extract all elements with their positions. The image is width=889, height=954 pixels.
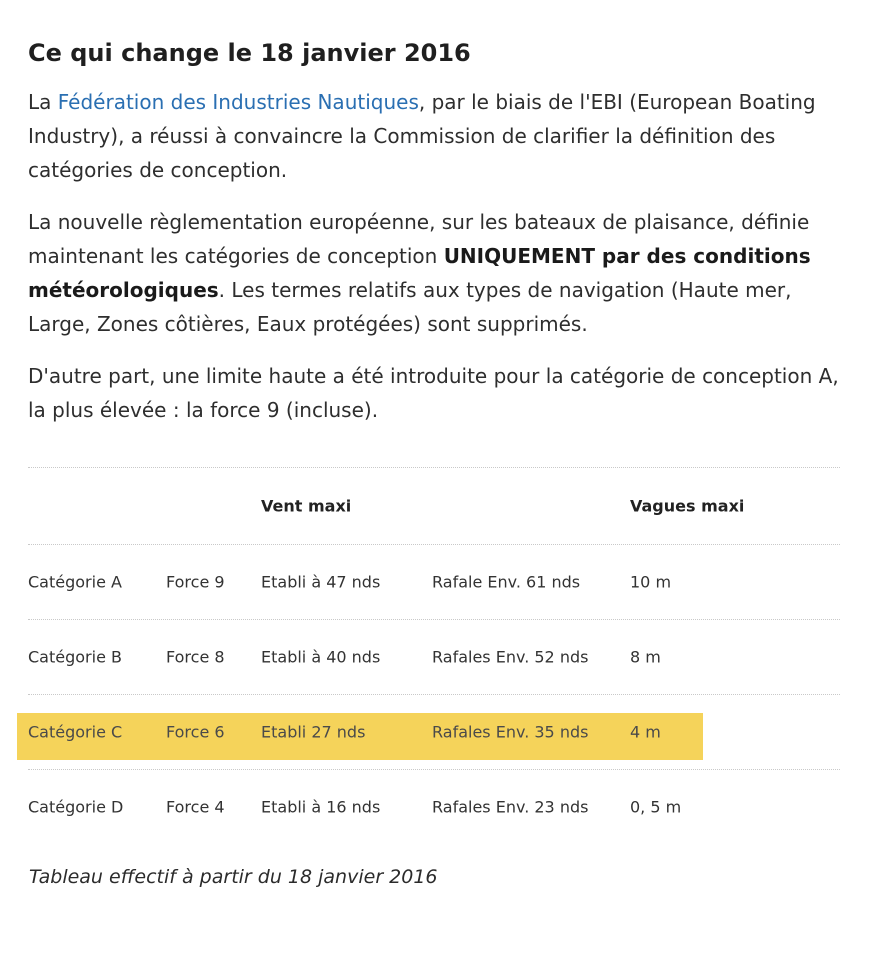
category-cell: Catégorie A xyxy=(28,572,122,592)
category-cell: Catégorie C xyxy=(28,722,123,742)
gust-cell: Rafales Env. 52 nds xyxy=(432,647,589,667)
category-cell: Catégorie B xyxy=(28,647,122,667)
waves-cell: 8 m xyxy=(630,647,661,667)
paragraph-regulation-end: . Les termes relatifs aux types de navigation (Haute mer, Large, Zones côtières, Eaux protégées) sont supprimés. xyxy=(28,278,792,337)
wind-cell: Etabli à 16 nds xyxy=(261,797,381,817)
table-row-category-c-highlighted xyxy=(28,694,840,769)
paragraph-regulation xyxy=(28,205,858,341)
table-header-wind: Vent maxi xyxy=(261,496,352,516)
wind-cell: Etabli 27 nds xyxy=(261,722,366,742)
waves-cell: 0, 5 m xyxy=(630,797,682,817)
force-cell: Force 9 xyxy=(166,572,225,592)
paragraph-regulation-start: La nouvelle règlementation européenne, sur les bateaux de plaisance, définie maintenant les catégories de conception xyxy=(28,210,810,269)
table-row-category-a xyxy=(28,544,840,619)
article xyxy=(28,38,858,445)
wind-cell: Etabli à 47 nds xyxy=(261,572,381,592)
categories-table xyxy=(28,467,840,844)
paragraph-regulation-emphasis: UNIQUEMENT par des conditions météorologiques xyxy=(28,244,811,303)
table-caption: Tableau effectif à partir du 18 janvier 2016 xyxy=(29,866,438,888)
table-header-row xyxy=(28,467,840,544)
force-cell: Force 8 xyxy=(166,647,225,667)
federation-link[interactable]: Fédération des Industries Nautiques xyxy=(57,90,419,115)
paragraph-intro-end: , par le biais de l'EBI (European Boating Industry), a réussi à convaincre la Commission de clarifier la définition des catégories de conception. xyxy=(28,90,816,183)
waves-cell: 4 m xyxy=(630,722,661,742)
wind-cell: Etabli à 40 nds xyxy=(261,647,381,667)
force-cell: Force 4 xyxy=(166,797,225,817)
paragraph-intro-start: La xyxy=(28,90,58,115)
table-header-waves: Vagues maxi xyxy=(630,496,745,516)
force-cell: Force 6 xyxy=(166,722,225,742)
gust-cell: Rafales Env. 35 nds xyxy=(432,722,589,742)
waves-cell: 10 m xyxy=(630,572,672,592)
gust-cell: Rafale Env. 61 nds xyxy=(432,572,581,592)
table-row-category-d xyxy=(28,769,840,844)
category-cell: Catégorie D xyxy=(28,797,124,817)
section-heading: Ce qui change le 18 janvier 2016 xyxy=(28,39,471,67)
paragraph-intro xyxy=(28,85,858,187)
paragraph-limit: D'autre part, une limite haute a été introduite pour la catégorie de conception A, la plus élevée : la force 9 (incluse). xyxy=(28,364,839,423)
gust-cell: Rafales Env. 23 nds xyxy=(432,797,589,817)
table-row-category-b xyxy=(28,619,840,694)
